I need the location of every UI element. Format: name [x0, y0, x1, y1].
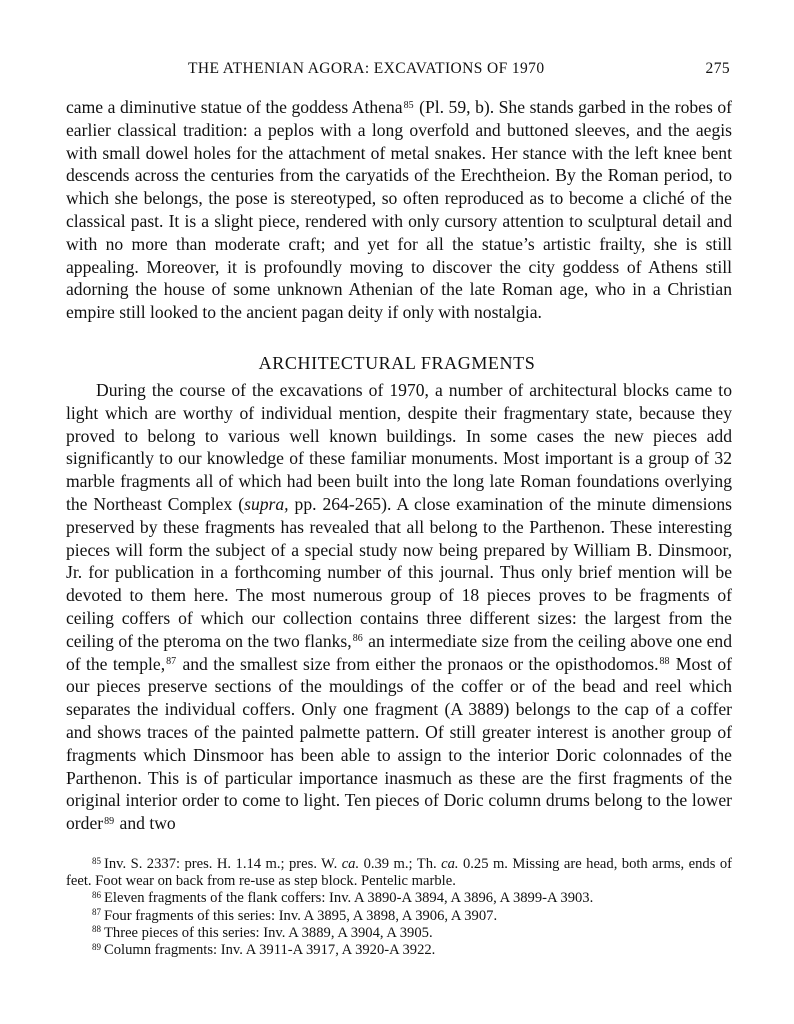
body-paragraph-2 [66, 379, 732, 835]
footnote-ref-85[interactable]: 85 [403, 99, 414, 111]
paragraph-text: pp. 264-265). A close examination of the minute dimensions preserved by these fragments has revealed that all belong to the Parthenon. These interesting pieces will form the subject of a special study now being prepared by William B. Dinsmoor, Jr. for publication in a forthcoming number of this journal. Thus only brief mention will be devoted to them here. The most numerous group of 18 pieces proves to be fragments of ceiling coffers of which our collection contains three different sizes: the largest from the ceiling of the pteroma on the two flanks, [66, 493, 732, 651]
footnote-number: 89 [92, 941, 101, 952]
footnote-89 [66, 942, 732, 959]
footnote-text: Eleven fragments of the flank coffers: Inv. A 3890-A 3894, A 3896, A 3899-A 3903. [104, 890, 594, 907]
footnote-87 [66, 908, 732, 925]
footnote-text: Column fragments: Inv. A 3911-A 3917, A 3920-A 3922. [104, 942, 436, 959]
footnote-number: 86 [92, 889, 101, 900]
footnote-ref-89[interactable]: 89 [104, 815, 115, 827]
running-title: THE ATHENIAN AGORA: EXCAVATIONS OF 1970 [188, 60, 545, 77]
footnote-88 [66, 925, 732, 942]
section-heading: ARCHITECTURAL FRAGMENTS [258, 353, 536, 373]
footnote-text: Inv. S. 2337: pres. H. 1.14 m.; pres. W. [104, 856, 342, 872]
footnote-number: 85 [92, 855, 101, 866]
footnotes [66, 856, 732, 959]
body-paragraph-1 [66, 96, 732, 324]
paragraph-text: came a diminutive statue of the goddess Athena [66, 97, 403, 117]
italic-ca: ca. [441, 856, 459, 872]
footnote-ref-88[interactable]: 88 [659, 656, 670, 668]
paragraph-text: an intermediate size from the ceiling above one end of the temple, [66, 630, 732, 674]
footnote-text: 0.25 m. Missing are head, both arms, ends of feet. Foot wear on back from re-use as step block. Pentelic marble. [66, 856, 732, 890]
running-header [66, 60, 730, 82]
footnote-text: 0.39 m.; Th. [359, 856, 442, 872]
footnote-text: Four fragments of this series: Inv. A 3895, A 3898, A 3906, A 3907. [104, 907, 498, 924]
footnote-86 [66, 890, 732, 907]
italic-ca: ca. [341, 856, 360, 872]
footnote-number: 88 [92, 924, 101, 935]
footnote-ref-86[interactable]: 86 [352, 633, 363, 645]
page-number: 275 [705, 60, 730, 77]
footnote-number: 87 [92, 907, 101, 918]
footnote-ref-87[interactable]: 87 [166, 656, 177, 668]
paragraph-text: During the course of the excavations of 1970, a number of architectural blocks came to light which are worthy of individual mention, despite their fragmentary state, because they proved to belong to various well known buildings. In some cases the new pieces add significantly to our knowledge of these familiar monuments. Most important is a group of 32 marble fragments all of which had been built into the long late Roman foundations overlying the Northeast Complex ( [66, 380, 732, 514]
footnote-85 [66, 856, 732, 890]
italic-supra: supra, [244, 493, 289, 514]
paragraph-text: Most of our pieces preserve sections of the mouldings of the coffer or of the bead and reel which separates the individual coffers. Only one fragment (A 3889) belongs to the cap of a coffer and shows traces of the painted palmette pattern. Of still greater interest is another group of fragments which Dinsmoor has been able to assign to the interior Doric colonnades of the Parthenon. This is of particular importance inasmuch as these are the first fragments of the original interior order to come to light. Ten pieces of Doric column drums belong to the lower order [66, 653, 732, 834]
paragraph-text: (Pl. 59, b). She stands garbed in the robes of earlier classical tradition: a peplos with a long overfold and buttoned sleeves, and the aegis with small dowel holes for the attachment of metal snakes. Her stance with the left knee bent descends across the centuries from the caryatids of the Erechtheion. By the Roman period, to which she belongs, the pose is stereotyped, so often reproduced as to become a cliché of the classical past. It is a slight piece, rendered with only cursory attention to sculptural detail and with no more than moderate craft; and yet for all the statue’s artistic frailty, she is still appealing. Moreover, it is profoundly moving to discover the city goddess of Athens still adorning the house of some unknown Athenian of the late Roman age, who in a Christian empire still looked to the ancient pagan deity if only with nostalgia. [66, 97, 732, 323]
paragraph-text: and the smallest size from either the pronaos or the opisthodomos. [177, 653, 659, 674]
paragraph-text: and two [115, 813, 176, 834]
footnote-text: Three pieces of this series: Inv. A 3889, A 3904, A 3905. [104, 924, 433, 941]
